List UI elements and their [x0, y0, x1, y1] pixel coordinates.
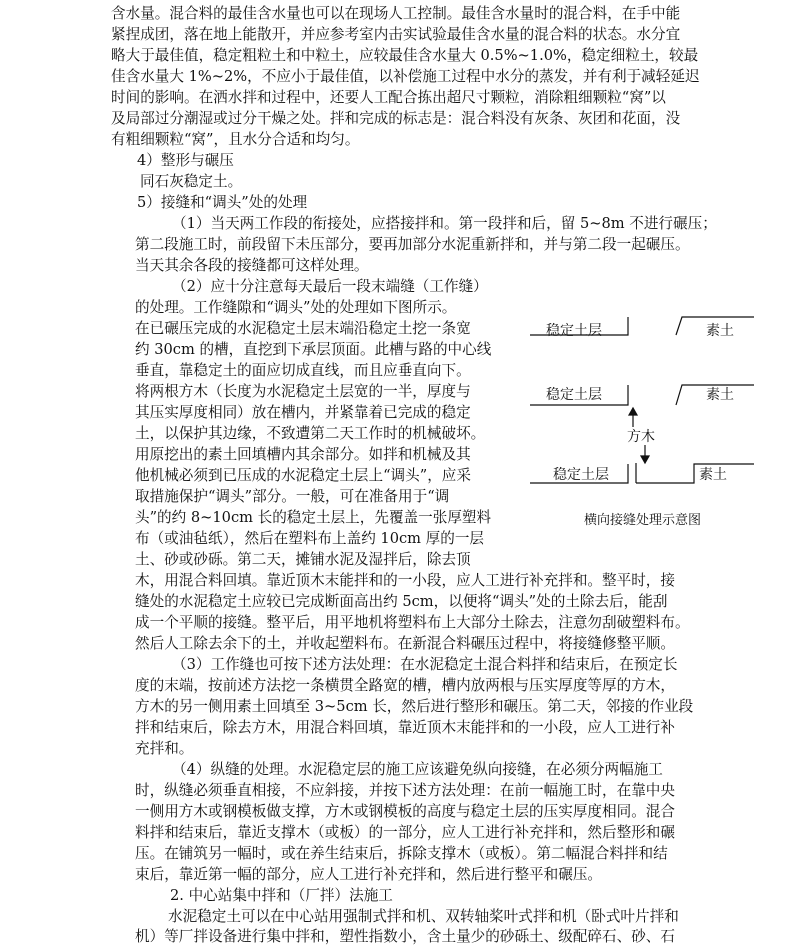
- text-line: 成一个平顺的接缝。整平后，用平地机将塑料布上大部分土除去，注意勿刮破塑料布。: [135, 614, 690, 631]
- text-line: （2）应十分注意每天最后一段末端缝（工作缝）: [172, 278, 488, 295]
- row3-soil-label: 素土: [699, 467, 727, 483]
- section-heading: 2. 中心站集中拌和（厂拌）法施工: [170, 887, 393, 904]
- text-line: （3）工作缝也可按下述方法处理：在水泥稳定土混合料拌和结束后，在预定长: [172, 656, 678, 673]
- text-line: 缝处的水泥稳定土应较已完成断面高出约 5cm，以便将“调头”处的土除去后，能刮: [135, 593, 668, 610]
- text-line: 同石灰稳定土。: [140, 173, 243, 190]
- text-line: 时间的影响。在洒水拌和过程中，还要人工配合拣出超尺寸颗粒，消除粗细颗粒“窝”以: [111, 89, 666, 106]
- text-line: 土、砂或砂砾。第二天，摊铺水泥及湿拌后，除去顶: [135, 551, 471, 568]
- text-line: 土，以保护其边缘，不致遭第二天工作时的机械破坏。: [135, 425, 486, 442]
- text-line: 头”的约 8~10cm 长的稳定土层上，先覆盖一张厚塑料: [135, 509, 492, 526]
- text-line: （4）纵缝的处理。水泥稳定层的施工应该避免纵向接缝，在必须分两幅施工: [172, 761, 663, 778]
- timber-label: 方木: [627, 429, 655, 445]
- text-line: 有粗细颗粒“窝”，且水分合适和均匀。: [111, 131, 360, 148]
- text-line: 其压实厚度相同）放在槽内，并紧靠着已完成的稳定: [135, 404, 471, 421]
- text-line: 一侧用方木或钢模板做支撑，方木或钢模板的高度与稳定土层的压实厚度相同。混合: [135, 803, 675, 820]
- text-line: 度的末端，按前述方法挖一条横贯全路宽的槽，槽内放两根与压实厚度等厚的方木，: [135, 677, 675, 694]
- text-line: 约 30cm 的槽，直挖到下承层顶面。此槽与路的中心线: [135, 341, 492, 358]
- text-line: 他机械必须到已压成的水泥稳定土层上“调头”，应采: [135, 467, 471, 484]
- row3-stabilized-label: 稳定土层: [553, 467, 609, 483]
- text-line: 及局部过分潮湿或过分干燥之处。拌和完成的标志是：混合料没有灰条、灰团和花面，没: [111, 110, 681, 127]
- arrow-down-head: [641, 456, 649, 463]
- diagram-caption: 横向接缝处理示意图: [584, 513, 702, 528]
- text-line: 机）等厂拌设备进行集中拌和，塑性指数小，含土量少的砂砾土、级配碎石、砂、石: [135, 928, 675, 945]
- text-line: 方木的另一侧用素土回填至 3~5cm 长，然后进行整形和碾压。第二天，邻接的作业段: [135, 698, 694, 715]
- section-heading: 5）接缝和“调头”处的处理: [137, 194, 308, 211]
- text-line: 充拌和。: [135, 740, 194, 757]
- row1-soil-label: 素土: [706, 323, 734, 339]
- text-line: 时，纵缝必须垂直相接，不应斜接，并按下述方法处理：在前一幅施工时，在靠中央: [135, 782, 675, 799]
- text-line: （1）当天两工作段的衔接处，应搭接拌和。第一段拌和后，留 5~8m 不进行碾压；: [172, 215, 717, 232]
- text-line: 木，用混合料回填。靠近顶木末能拌和的一小段，应人工进行补充拌和。整平时，接: [135, 572, 675, 589]
- row2-stabilized-label: 稳定土层: [546, 387, 602, 403]
- section-heading: 4）整形与碾压: [137, 152, 234, 169]
- text-line: 当天其余各段的接缝都可这样处理。: [135, 257, 369, 274]
- text-line: 取措施保护“调头”部分。一般，可在准备用于“调: [135, 488, 450, 505]
- text-line: 水泥稳定土可以在中心站用强制式拌和机、双转轴桨叶式拌和机（卧式叶片拌和: [168, 908, 679, 925]
- row3-soil-line: [636, 464, 754, 483]
- arrow-up-head: [629, 408, 637, 415]
- row2-soil-label: 素土: [706, 387, 734, 403]
- text-line: 压。在铺筑另一幅时，或在养生结束后，拆除支撑木（或板）。第二幅混合料拌和结: [135, 845, 668, 862]
- text-line: 紧捏成团，落在地上能散开，并应参考室内击实试验最佳含水量的混合料的状态。水分宜: [111, 26, 681, 43]
- joint-treatment-diagram: [524, 305, 756, 535]
- text-line: 将两根方木（长度为水泥稳定土层宽的一半，厚度与: [135, 383, 471, 400]
- text-line: 用原挖出的素土回填槽内其余部分。如拌和机械及其: [135, 446, 471, 463]
- text-line: 第二段施工时，前段留下未压部分，要再加部分水泥重新拌和，并与第二段一起碾压。: [135, 236, 690, 253]
- text-line: 的处理。工作缝隙和“调头”处的处理如下图所示。: [135, 299, 457, 316]
- row1-stabilized-label: 稳定土层: [546, 323, 602, 339]
- text-line: 在已碾压完成的水泥稳定土层末端沿稳定土挖一条宽: [135, 320, 471, 337]
- text-line: 含水量。混合料的最佳含水量也可以在现场人工控制。最佳含水量时的混合料，在手中能: [111, 5, 681, 22]
- text-line: 佳含水量大 1%~2%，不应小于最佳值，以补偿施工过程中水分的蒸发，并有利于减轻延迟: [111, 68, 700, 85]
- text-line: 束后，靠近第一幅的部分，应人工进行补充拌和，然后进行整平和碾压。: [135, 866, 603, 883]
- text-line: 垂直，靠稳定土的面应切成直线，而且应垂直向下。: [135, 362, 471, 379]
- text-line: 略大于最佳值，稳定粗粒土和中粒土，应较最佳含水量大 0.5%~1.0%，稳定细粒土，较最: [111, 47, 699, 64]
- text-line: 布（或油毡纸），然后在塑料布上盖约 10cm 厚的一层: [135, 530, 485, 547]
- text-line: 料拌和结束后，靠近支撑木（或板）的一部分，应人工进行补充拌和，然后整形和碾: [135, 824, 675, 841]
- text-line: 拌和结束后，除去方木，用混合料回填，靠近顶木末能拌和的一小段，应人工进行补: [135, 719, 675, 736]
- text-line: 然后人工除去余下的土，并收起塑料布。在新混合料碾压过程中，将接缝修整平顺。: [135, 635, 675, 652]
